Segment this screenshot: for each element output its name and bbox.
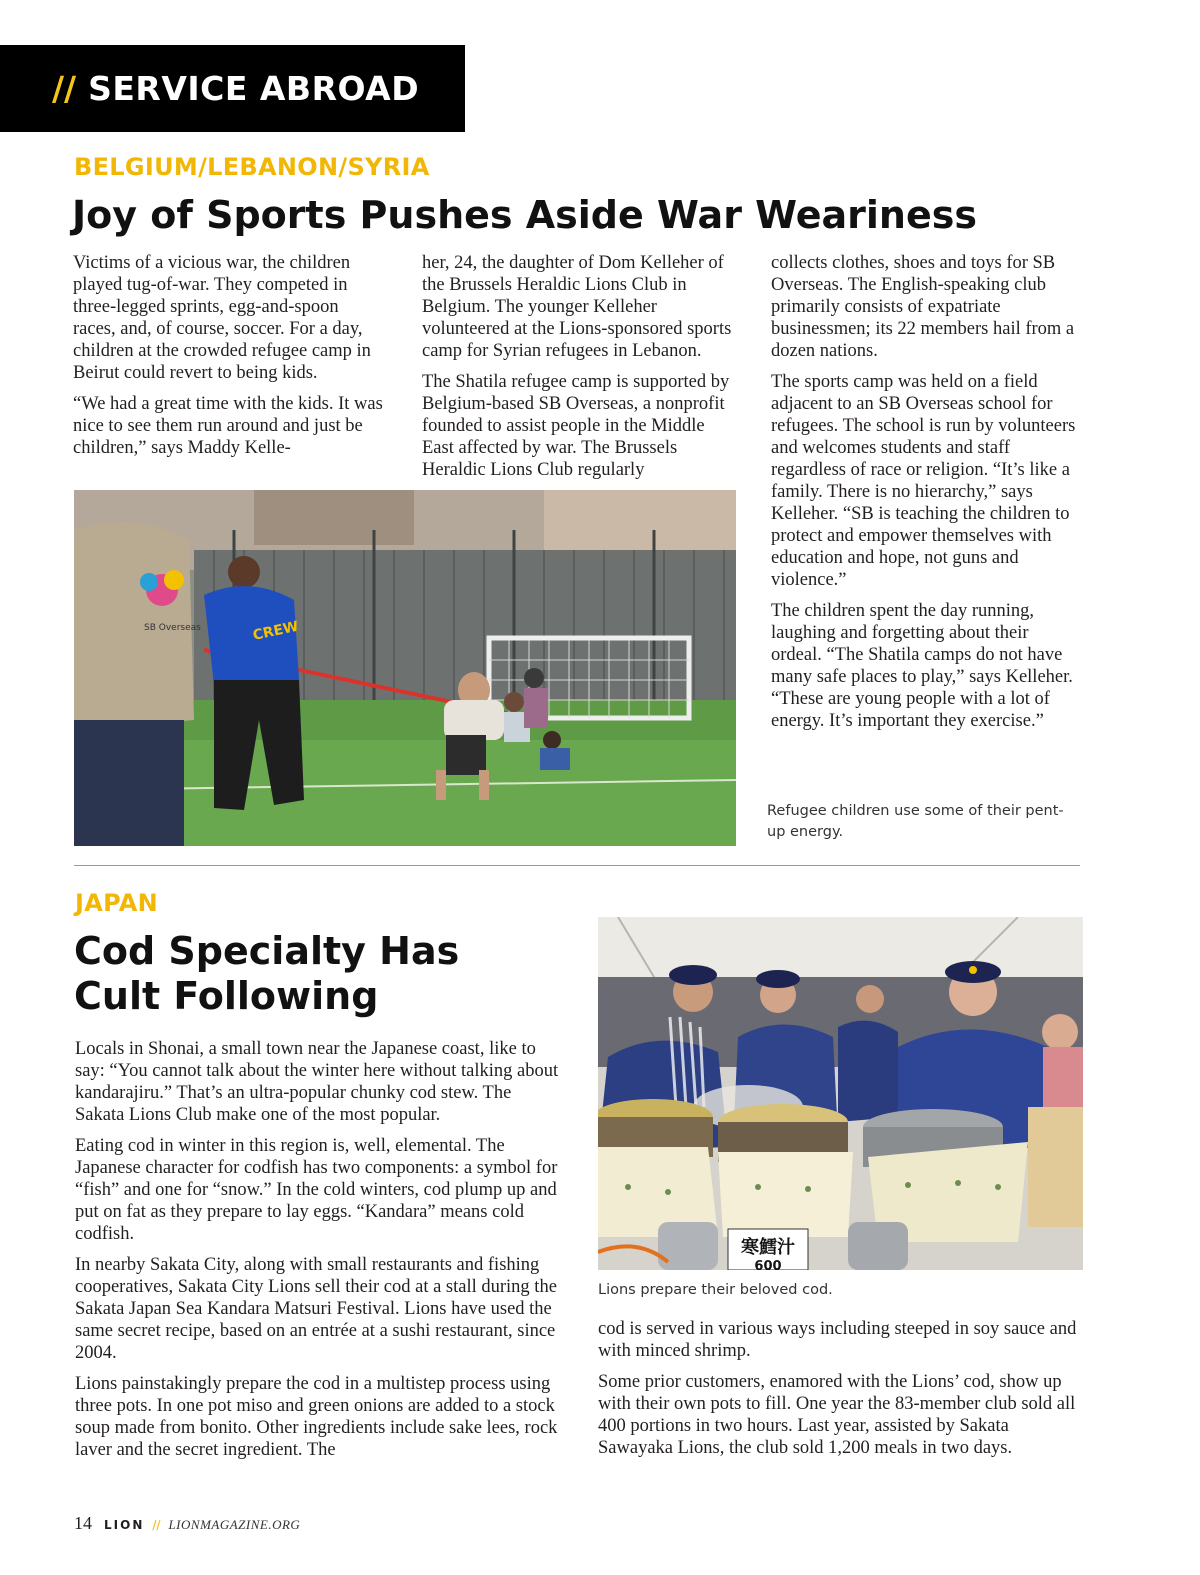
article-divider xyxy=(74,865,1080,866)
stall-sign-price: 600 xyxy=(754,1259,782,1270)
article2-col2-paragraph: cod is served in various ways including steeped in soy sauce and with minced shrimp. xyxy=(598,1319,1077,1361)
article1-col2-paragraph: The Shatila refugee camp is supported by Belgium-based SB Overseas, a nonprofit founded to assist people in the Middle East affected by war. The Brussels Heraldic Lions Club regularly xyxy=(422,372,730,480)
page-number: 14 xyxy=(74,1513,92,1533)
article1-col3-paragraph: collects clothes, shoes and toys for SB Overseas. The English-speaking club primarily consists of expatriate businessmen; its 22 members hail from a dozen nations. xyxy=(771,253,1075,361)
tug-of-war-photo xyxy=(74,490,736,846)
article1-column-2 xyxy=(422,252,740,490)
section-slashes: // xyxy=(52,69,77,108)
article2-headline-line2: Cult Following xyxy=(74,973,379,1018)
section-banner xyxy=(0,45,465,132)
article2-col1-paragraph: Lions painstakingly prepare the cod in a multistep process using three pots. In one pot miso and green onions are added to a stock soup made from bonito. Other ingredients include sake lees, rock laver and the secret ingredient. The xyxy=(75,1374,558,1460)
stall-sign-text: 寒鱈汁 xyxy=(741,1237,795,1258)
magazine-name: LION xyxy=(104,1518,145,1532)
article2-col1-paragraph: Locals in Shonai, a small town near the Japanese coast, like to say: “You cannot talk about the winter here without talking about kandarajiru.” That’s an ultra-popular chunky cod stew. The Sakata Lions Club make one of the most popular. xyxy=(75,1039,559,1125)
article1-col1-paragraph: “We had a great time with the kids. It was nice to see them run around and just be children,” says Maddy Kelle- xyxy=(73,394,383,458)
vest-logo-text: SB Overseas xyxy=(144,623,201,633)
article2-col2-paragraph: Some prior customers, enamored with the Lions’ cod, show up with their own pots to fill. One year the 83-member club sold all 400 portions in two hours. Last year, assisted by Sakata Sawayaka Lions, the club sold 1,200 meals in two days. xyxy=(598,1372,1076,1458)
article2-column-2 xyxy=(598,1318,1088,1468)
article1-column-3 xyxy=(771,252,1083,741)
photo2-caption: Lions prepare their beloved cod. xyxy=(598,1282,833,1298)
article2-kicker: JAPAN xyxy=(75,889,159,917)
cod-cooking-photo xyxy=(598,917,1083,1270)
article2-col1-paragraph: In nearby Sakata City, along with small restaurants and fishing cooperatives, Sakata City Lions sell their cod at a stall during the Sakata Japan Sea Kandara Matsuri Festival. Lions have used the same secret recipe, based on an entrée at a sushi restaurant, since 2004. xyxy=(75,1255,557,1363)
page-footer xyxy=(74,1513,300,1534)
article2-headline xyxy=(74,929,459,1019)
article1-column-1 xyxy=(73,252,385,468)
article1-col3-paragraph: The sports camp was held on a field adjacent to an SB Overseas school for refugees. The school is run by volunteers and welcomes students and staff regardless of race or religion. “It’s like a family. There is no hierarchy,” says Kelleher. “SB is teaching the children to protect and empower themselves with education and hope, not guns and violence.” xyxy=(771,372,1076,590)
article1-kicker: BELGIUM/LEBANON/SYRIA xyxy=(74,153,430,181)
website-link[interactable]: LIONMAGAZINE.ORG xyxy=(168,1517,301,1532)
section-title: SERVICE ABROAD xyxy=(88,69,420,108)
article1-headline: Joy of Sports Pushes Aside War Weariness xyxy=(72,193,977,237)
crew-shirt-text: CREW xyxy=(251,618,300,644)
article2-col1-paragraph: Eating cod in winter in this region is, well, elemental. The Japanese character for codfish has two components: a symbol for “fish” and one for “snow.” In the cold winters, cod plump up and put on fat as they prepare to lay eggs. “Kandara” means cold codfish. xyxy=(75,1136,558,1244)
footer-slashes: // xyxy=(152,1518,161,1532)
article1-col1-paragraph: Victims of a vicious war, the children played tug-of-war. They competed in three-legged sprints, egg-and-spoon races, and, of course, soccer. For a day, children at the crowded refugee camp in Beirut could revert to being kids. xyxy=(73,253,371,383)
article2-column-1 xyxy=(75,1038,559,1470)
article1-col3-paragraph: The children spent the day running, laughing and forgetting about their ordeal. “The Shatila camps do not have many safe places to play,” says Kelleher. “These are young people with a lot of energy. It’s important they exercise.” xyxy=(771,601,1073,731)
article2-headline-line1: Cod Specialty Has xyxy=(74,929,460,973)
photo1-caption: Refugee children use some of their pent-up energy. xyxy=(767,803,1064,840)
article1-col2-paragraph: her, 24, the daughter of Dom Kelleher of the Brussels Heraldic Lions Club in Belgium. The younger Kelleher volunteered at the Lions-sponsored sports camp for Syrian refugees in Lebanon. xyxy=(422,253,732,361)
